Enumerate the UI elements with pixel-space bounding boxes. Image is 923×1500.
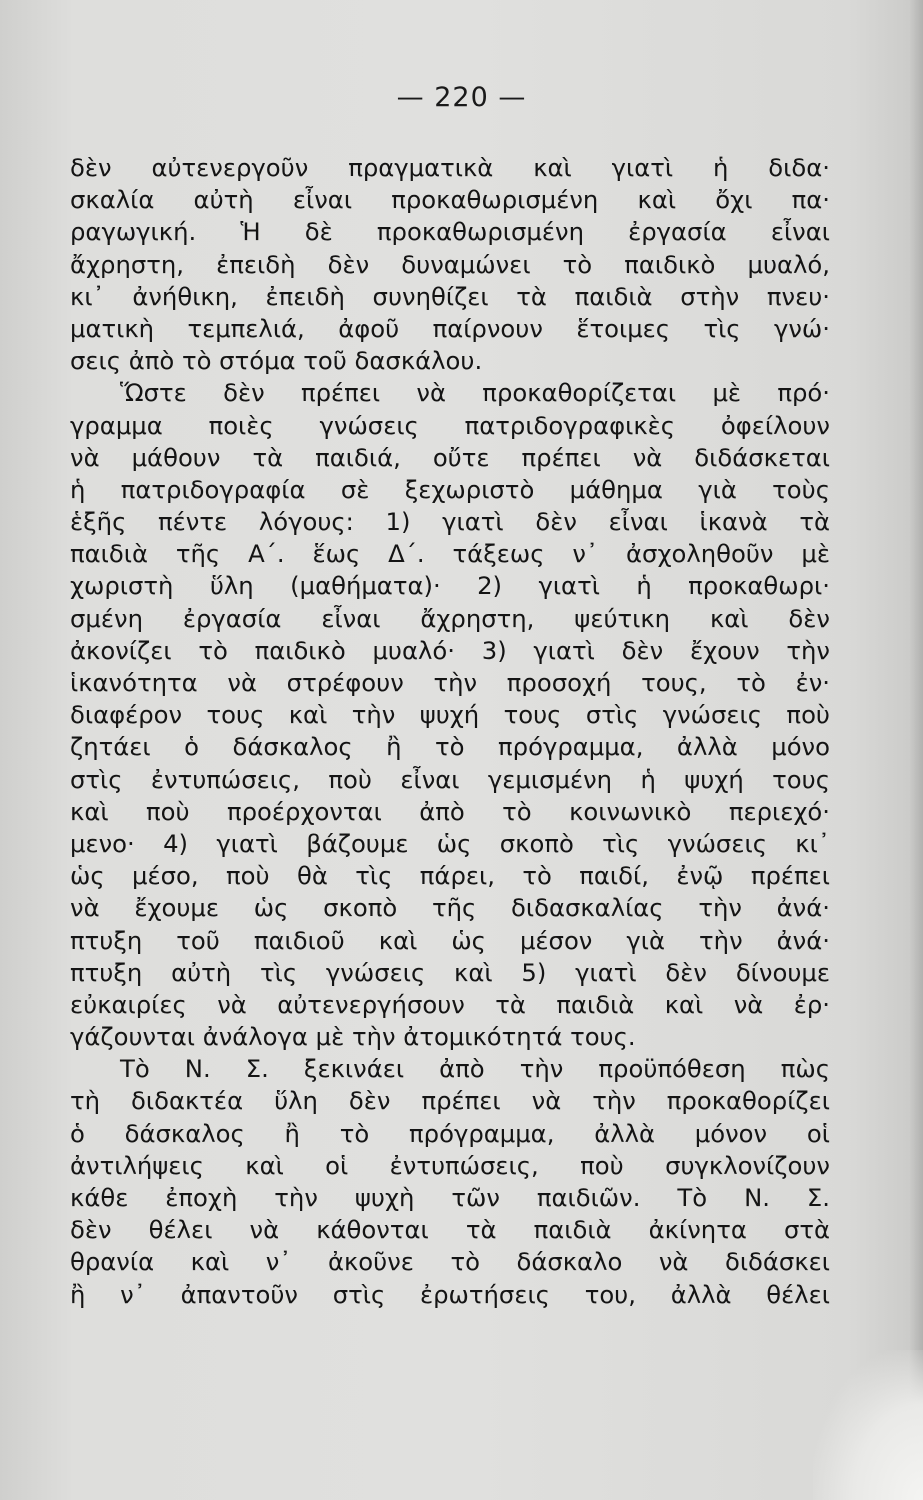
text-line: Ὥστε δὲν πρέπει νὰ προκαθορίζεται μὲ πρό·: [120, 378, 830, 408]
text-line: ὁ δάσκαλος ἢ τὸ πρόγραμμα, ἀλλὰ μόνον οἱ: [70, 1118, 830, 1148]
text-line: Τὸ Ν. Σ. ξεκινάει ἀπὸ τὴν προϋπόθεση πὼς: [120, 1054, 830, 1084]
text-line: ὡς μέσο, ποὺ θὰ τὶς πάρει, τὸ παιδί, ἐνῷ πρέπει: [70, 861, 830, 891]
text-line: ἀκονίζει τὸ παιδικὸ μυαλό· 3) γιατὶ δὲν ἔχουν τὴν: [70, 635, 830, 665]
text-line: νὰ ἔχουμε ὡς σκοπὸ τῆς διδασκαλίας τὴν ἀνά·: [70, 893, 830, 923]
text-line: σεις ἀπὸ τὸ στόμα τοῦ δασκάλου.: [70, 346, 483, 376]
text-line: ἄχρηστη, ἐπειδὴ δὲν δυναμώνει τὸ παιδικὸ μυαλό,: [70, 249, 830, 279]
text-line: ραγωγική. Ἡ δὲ προκαθωρισμένη ἐργασία εἶναι: [70, 217, 830, 247]
page-corner-wear: [813, 1350, 923, 1500]
text-line: νὰ μάθουν τὰ παιδιά, οὔτε πρέπει νὰ διδάσκεται: [70, 442, 830, 472]
text-line: τὴ διδακτέα ὕλη δὲν πρέπει νὰ τὴν προκαθορίζει: [70, 1086, 830, 1116]
text-line: δὲν θέλει νὰ κάθονται τὰ παιδιὰ ἀκίνητα στὰ: [70, 1215, 830, 1245]
text-line: ἀντιλήψεις καὶ οἱ ἐντυπώσεις, ποὺ συγκλονίζουν: [70, 1150, 830, 1180]
text-line: ἑξῆς πέντε λόγους: 1) γιατὶ δὲν εἶναι ἱκανὰ τὰ: [70, 507, 830, 537]
text-line: χωριστὴ ὕλη (μαθήματα)· 2) γιατὶ ἡ προκαθωρι·: [70, 571, 830, 601]
text-line: κι᾿ ἀνήθικη, ἐπειδὴ συνηθίζει τὰ παιδιὰ στὴν πνευ·: [70, 281, 830, 311]
text-line: εὐκαιρίες νὰ αὐτενεργήσουν τὰ παιδιὰ καὶ νὰ ἐρ·: [70, 989, 830, 1019]
body-text: [70, 152, 830, 1311]
text-line: ἡ πατριδογραφία σὲ ξεχωριστὸ μάθημα γιὰ τοὺς: [70, 474, 830, 504]
text-line: διαφέρον τους καὶ τὴν ψυχή τους στὶς γνώσεις ποὺ: [70, 700, 830, 730]
text-line: θρανία καὶ ν᾿ ἀκοῦνε τὸ δάσκαλο νὰ διδάσκει: [70, 1247, 830, 1277]
text-line: γάζουνται ἀνάλογα μὲ τὴν ἀτομικότητά τους.: [70, 1022, 636, 1052]
text-line: δὲν αὐτενεργοῦν πραγματικὰ καὶ γιατὶ ἡ διδα·: [70, 153, 830, 182]
text-line: ἢ ν᾿ ἀπαντοῦν στὶς ἐρωτήσεις του, ἀλλὰ θέλει: [70, 1279, 830, 1309]
page-number: — 220 —: [396, 82, 527, 113]
text-line: στὶς ἐντυπώσεις, ποὺ εἶναι γεμισμένη ἡ ψυχή τους: [70, 764, 830, 794]
text-line: κάθε ἐποχὴ τὴν ψυχὴ τῶν παιδιῶν. Τὸ Ν. Σ.: [70, 1183, 830, 1212]
text-line: πτυξη τοῦ παιδιοῦ καὶ ὡς μέσον γιὰ τὴν ἀνά·: [70, 925, 830, 955]
text-line: γραμμα ποιὲς γνώσεις πατριδογραφικὲς ὀφείλουν: [70, 410, 830, 440]
text-line: σμένη ἐργασία εἶναι ἄχρηστη, ψεύτικη καὶ δὲν: [70, 603, 830, 633]
text-line: μενο· 4) γιατὶ βάζουμε ὡς σκοπὸ τὶς γνώσεις κι᾿: [70, 828, 830, 858]
text-line: ματικὴ τεμπελιά, ἀφοῦ παίρνουν ἕτοιμες τὶς γνώ·: [70, 313, 830, 343]
text-line: ἱκανότητα νὰ στρέφουν τὴν προσοχή τους, τὸ ἐν·: [70, 668, 830, 697]
text-line: σκαλία αὐτὴ εἶναι προκαθωρισμένη καὶ ὄχι πα·: [70, 185, 830, 215]
text-line: καὶ ποὺ προέρχονται ἀπὸ τὸ κοινωνικὸ περιεχό·: [70, 796, 830, 826]
page-edge-shadow: [909, 0, 923, 1500]
text-line: παιδιὰ τῆς Α΄. ἕως Δ΄. τάξεως ν᾿ ἀσχοληθοῦν μὲ: [70, 539, 830, 569]
text-line: ζητάει ὁ δάσκαλος ἢ τὸ πρόγραμμα, ἀλλὰ μόνο: [70, 732, 830, 762]
text-line: πτυξη αὐτὴ τὶς γνώσεις καὶ 5) γιατὶ δὲν δίνουμε: [70, 957, 830, 987]
